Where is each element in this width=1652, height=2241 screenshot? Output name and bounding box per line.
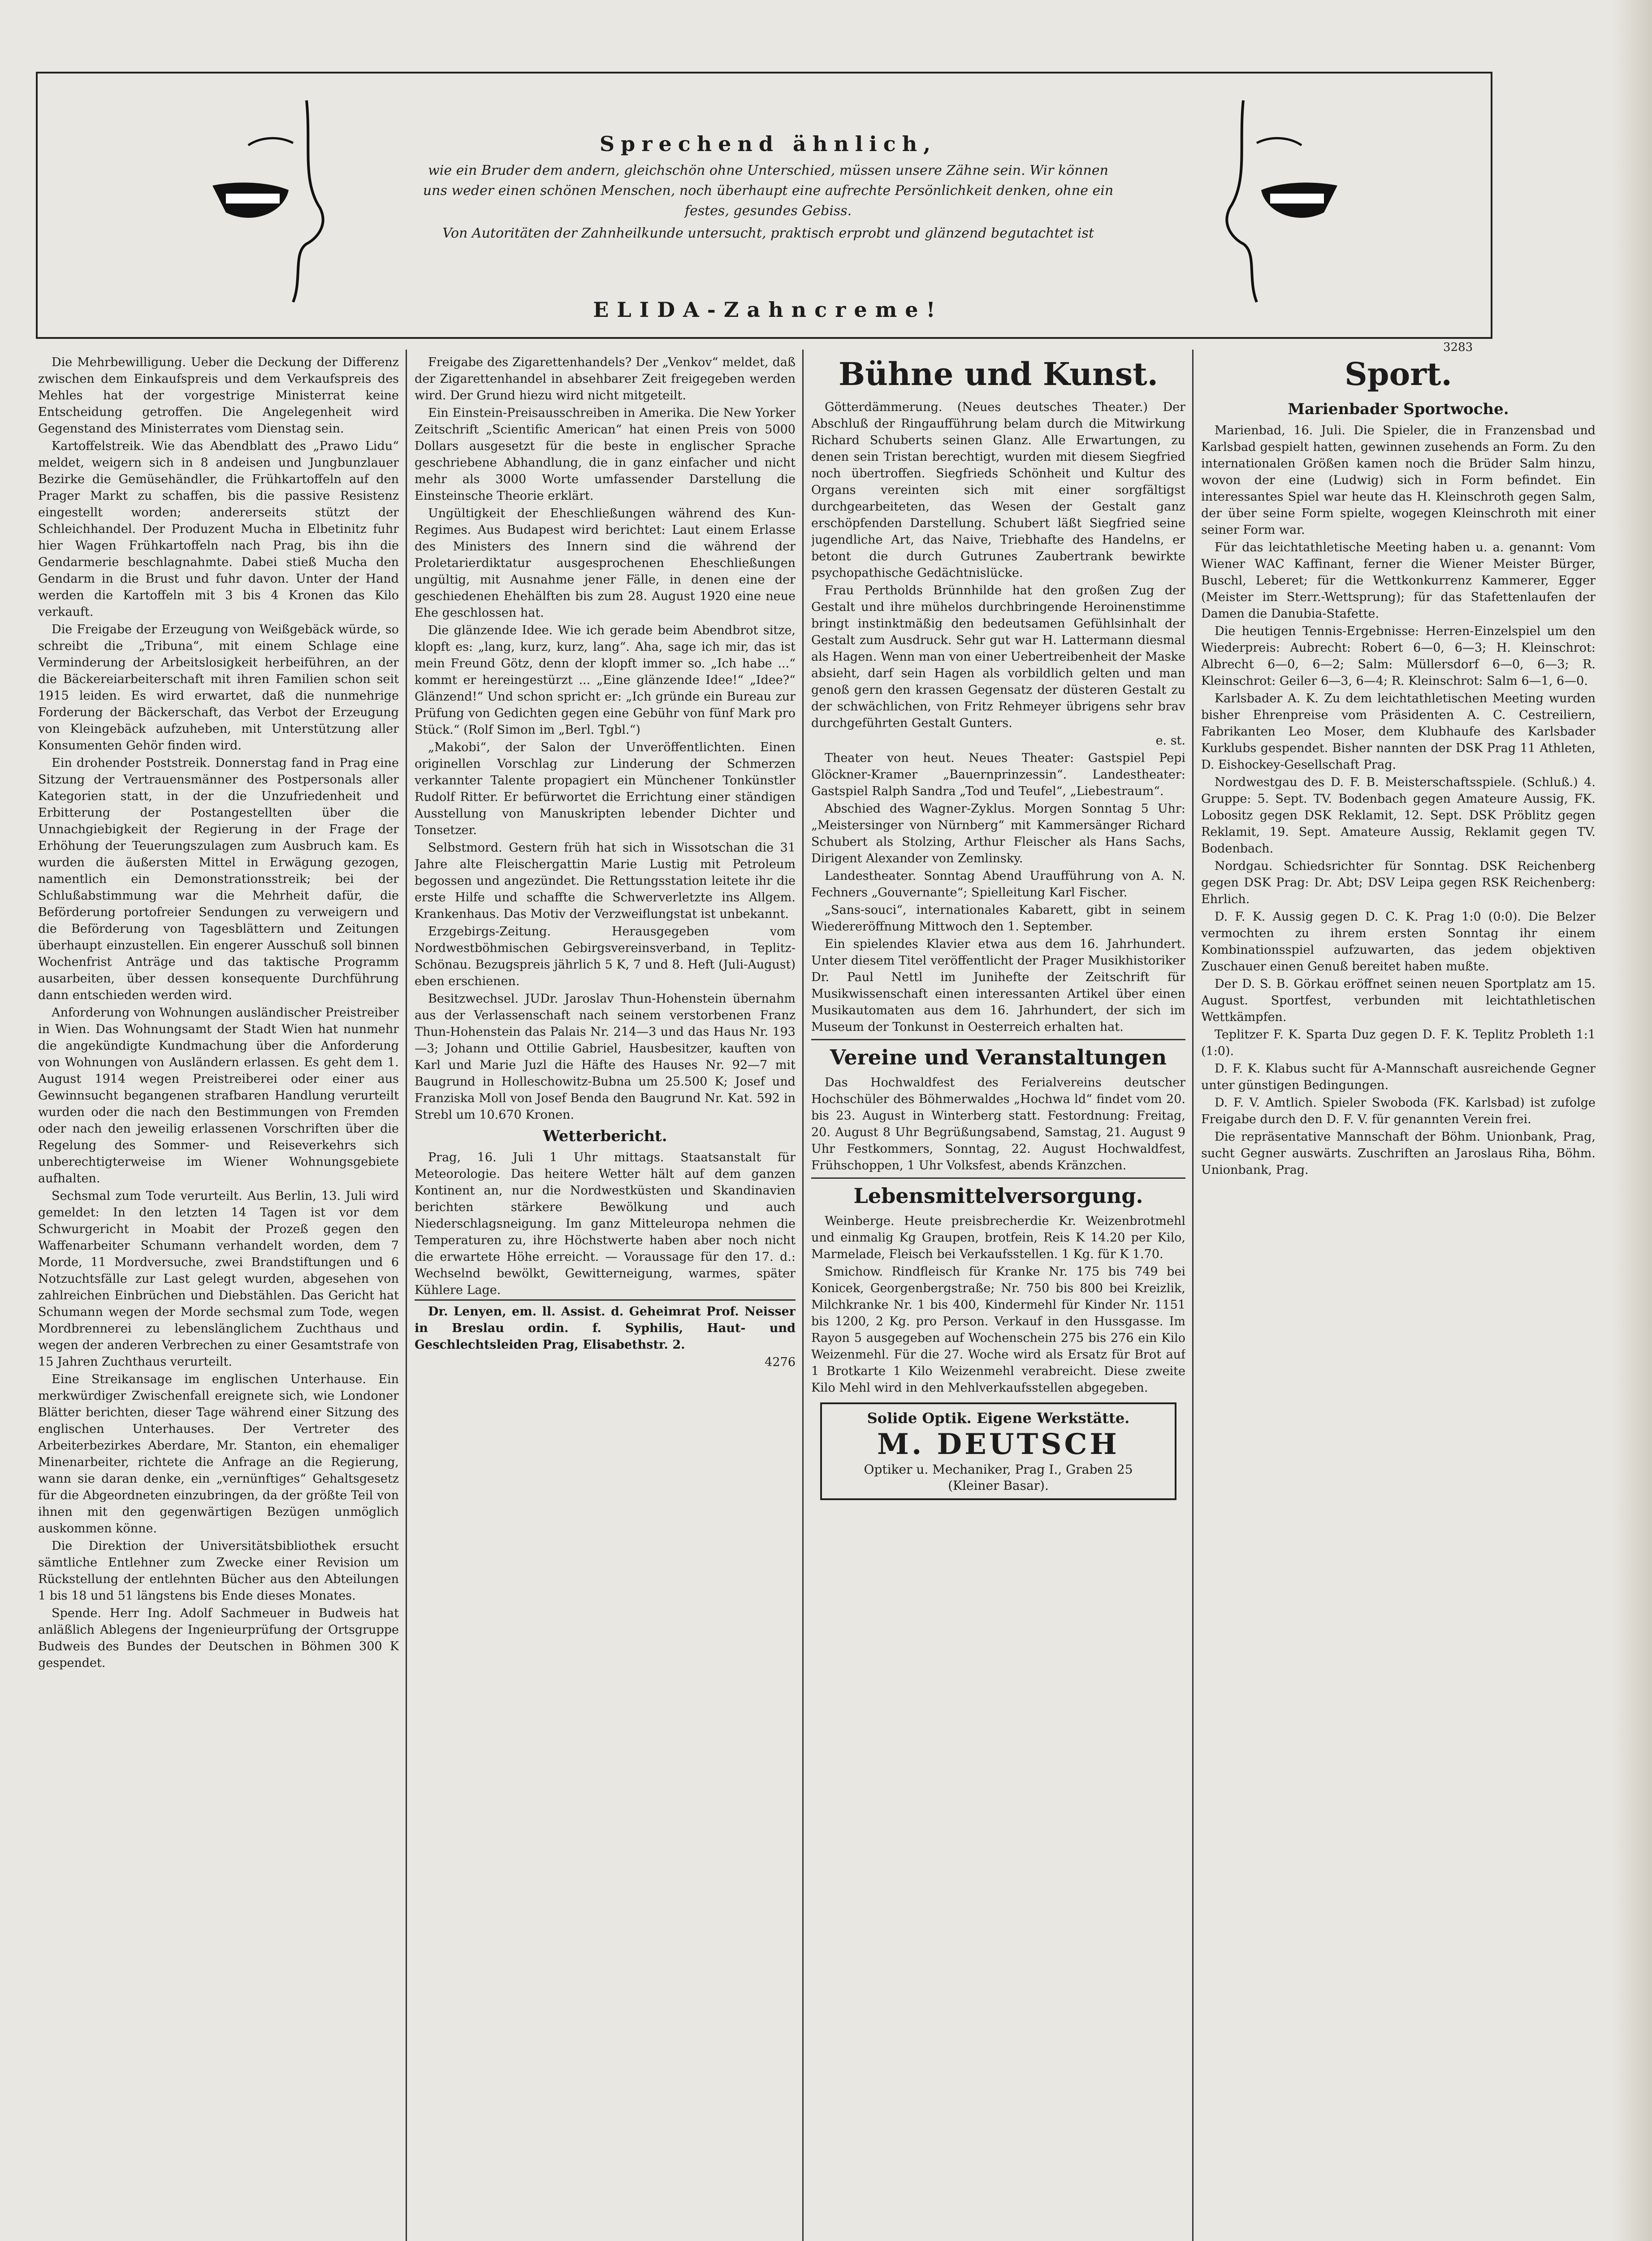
article: Der D. S. B. Görkau eröffnet seinen neuen Sportplatz am 15. August. Sportfest, verbunden mit leichtathletischen Wettkämpfen. (1201, 977, 1596, 1024)
scan-edge (1612, 0, 1652, 2241)
column-stage-and-art (811, 354, 1185, 2241)
article: Die Freigabe der Erzeugung von Weißgebäck würde, so schreibt die „Tribuna“, mit einem Schlage eine Verminderung der Arbeitslosigkeit herbeiführen, an der die Bäckereiarbeiterschaft mit ihren Familien schon seit 1915 leiden. Es wird erwartet, daß die nunmehrige Forderung der Bäckerschaft, das Verbot der Erzeugung von Kleingebäck aufzuheben, mit Unterstützung aller Konsumenten Gehör finden wird. (38, 623, 399, 753)
article: Die heutigen Tennis-Ergebnisse: Herren-Einzelspiel um den Wiederpreis: Aubrecht: Robert 6—0, 6—3; H. Kleinschrot: Albrecht 6—0, 6—2; Salm: Müllersdorf 6—0, 6—3; R. Kleinschrot: Geiler 6—3, 6—4; R. Kleinschrot: Salm 6—1, 6—0. (1201, 624, 1596, 688)
article: Ungültigkeit der Eheschließungen während des Kun-Regimes. Aus Budapest wird berichtet: Laut einem Erlasse des Ministers des Innern sind die während der Proletarierdiktatur ausgesprochenen Eheschließungen ungültig, mit Ausnahme jener Fälle, in denen eine der geschiedenen Ehehälften bis zum 28. August 1920 eine neue Ehe geschlossen hat. (415, 506, 796, 620)
section-title: Vereine und Veranstaltungen (811, 1039, 1185, 1071)
column-miscellany (415, 354, 796, 2241)
article: Landestheater. Sonntag Abend Uraufführung von A. N. Fechners „Gouvernante“; Spielleitung Karl Fischer. (811, 869, 1185, 900)
ad-code: 4276 (765, 1355, 796, 1369)
article: D. F. V. Amtlich. Spieler Swoboda (FK. Karlsbad) ist zufolge Freigabe durch den D. F. V. für genannten Verein frei. (1201, 1096, 1596, 1126)
article: Die repräsentative Mannschaft der Böhm. Unionbank, Prag, sucht Gegner auswärts. Zuschriften an Jaroslaus Riha, Böhm. Unionbank, Prag. (1201, 1130, 1596, 1177)
article: Smichow. Rindfleisch für Kranke Nr. 175 bis 749 bei Konicek, Georgenbergstraße; Nr. 750 bis 800 bei Kreizlik, Milchkranke Nr. 1 bis 400, Kindermehl für Kinder Nr. 1151 bis 1200, 2 Kg. pro Person. Verkauf in den Hussgasse. Im Rayon 5 ausgegeben auf Wochenschein 275 bis 276 ein Kilo Weizenmehl. Für die 27. Woche wird als Ersatz für Brot auf 1 Brotkarte 1 Kilo Weizenmehl verabreicht. Diese zweite Kilo Mehl wird in den Mehlverkaufsstellen abgegeben. (811, 1265, 1185, 1395)
ad-text-line: festes, gesundes Gebiss. (684, 203, 852, 219)
weather-heading: Wetterbericht. (543, 1127, 667, 1145)
article: „Sans-souci“, internationales Kabarett, gibt in seinem Wiedereröffnung Mittwoch den 1. September. (811, 903, 1185, 934)
article: Eine Streikansage im englischen Unterhause. Ein merkwürdiger Zwischenfall ereignete sich, wie Londoner Blätter berichten, dieser Tage während einer Sitzung des englischen Unterhauses. Der Vertreter des Arbeiterbezirkes Aberdare, Mr. Stanton, ein ehemaliger Minenarbeiter, richtete die Anfrage an die Regierung, wann sie daran denke, ein „vernünftiges“ Gehaltsgesetz für die Abgeordneten einzubringen, da der größte Teil von ihnen mit den gegenwärtigen Bezügen unmöglich auskommen könne. (38, 1372, 399, 1536)
left-face-illustration (159, 91, 374, 324)
article: Nordwestgau des D. F. B. Meisterschaftsspiele. (Schluß.) 4. Gruppe: 5. Sept. TV. Bodenbach gegen Amateure Aussig, FK. Lobositz gegen DSK Reklamit, 12. Sept. DSK Pröblitz gegen Reklamit, 19. Sept. Amateure Aussig, Reklamit gegen TV. Bodenbach. (1201, 775, 1596, 856)
section-subtitle: Marienbader Sportwoche. (1288, 400, 1509, 418)
ad-brand: ELIDA-Zahncreme! (593, 298, 943, 322)
article: Spende. Herr Ing. Adolf Sachmeuer in Budweis hat anläßlich Ablegens der Ingenieurprüfung der Ortsgruppe Budweis des Bundes der Deutschen in Böhmen 300 K gespendet. (38, 1606, 399, 1670)
ad-title: Sprechend ähnlich, (599, 132, 937, 156)
article: Selbstmord. Gestern früh hat sich in Wissotschan die 31 Jahre alte Fleischergattin Marie Lustig mit Petroleum begossen und angezündet. Die Rettungsstation leitete ihr die erste Hilfe und schaffte die Schwerverletzte ins Allgem. Krankenhaus. Das Motiv der Verzweiflungstat ist unbekannt. (415, 841, 796, 921)
section-title: Lebensmittelversorgung. (811, 1177, 1185, 1209)
article: Anforderung von Wohnungen ausländischer Preistreiber in Wien. Das Wohnungsamt der Stadt Wien hat nunmehr die angekündigte Kundmachung über die Anforderung von Wohnungen von Ausländern erlassen. Es geht dem 1. August 1914 wegen Preistreiberei oder einer aus Gewinnsucht begangenen strafbaren Handlung verurteilt wurden oder die nach den Bestimmungen von Fremden oder nach den jeweilig erlassenen Vorschriften über die Regelung des Sommer- und Reiseverkehrs sich unberechtigterweise im Wiener Wohnungsgebiete aufhalten. (38, 1006, 399, 1185)
article: Für das leichtathletische Meeting haben u. a. genannt: Vom Wiener WAC Kaffinant, ferner die Wiener Meister Bürger, Buschl, Leberet; für die Wettkonkurrenz Kammerer, Egger (Meister im Sterr.-Wettsprung); für das Stafettenlaufen der Damen die Danubia-Stafette. (1201, 541, 1596, 621)
article: Teplitzer F. K. Sparta Duz gegen D. F. K. Teplitz Probleth 1:1 (1:0). (1201, 1028, 1596, 1058)
article: Besitzwechsel. JUDr. Jaroslav Thun-Hohenstein übernahm aus der Verlassenschaft nach seinem verstorbenen Franz Thun-Hohenstein das Palais Nr. 214—3 und das Haus Nr. 193—3; Johann und Ottilie Gabriel, Hausbesitzer, kauften von Karl und Marie Juzl die Häfte des Hauses Nr. 92—7 mit Baugrund in Holleschowitz-Bubna um 25.500 K; Josef und Franziska Moll von Josef Benda den Baugrund Nr. Kat. 592 in Strebl um 10.670 Kronen. (415, 992, 796, 1122)
ad-text-line: wie ein Bruder dem andern, gleichschön ohne Unterschied, müssen unsere Zähne sein. Wir können (428, 163, 1108, 178)
article: Erzgebirgs-Zeitung. Herausgegeben vom Nordwestböhmischen Gebirgsvereinsverband, in Teplitz-Schönau. Bezugspreis jährlich 5 K, 7 und 8. Heft (Juli-August) eben erschienen. (415, 925, 796, 988)
article: Ein spielendes Klavier etwa aus dem 16. Jahrhundert. Unter diesem Titel veröffentlicht der Prager Musikhistoriker Dr. Paul Nettl im Junihefte der Zeitschrift für Musikwissenschaft einen interessanten Artikel über einen Musikautomaten aus dem 16. Jahrhundert, der sich im Museum der Tonkunst in Oesterreich erhalten hat. (811, 937, 1185, 1034)
article: Freigabe des Zigarettenhandels? Der „Venkov“ meldet, daß der Zigarettenhandel in absehbarer Zeit freigegeben werden wird. Der Grund hiezu wird nicht mitgeteilt. (415, 355, 796, 402)
column-rule (802, 350, 804, 2241)
ad-tagline: Solide Optik. Eigene Werkstätte. (867, 1410, 1130, 1427)
section-title: Bühne und Kunst. (838, 355, 1159, 393)
article: Die Mehrbewilligung. Ueber die Deckung der Differenz zwischen dem Einkaufspreis und dem Verkaufspreis des Mehles hat der vorgestrige Ministerrat keine Entscheidung getroffen. Die Angelegenheit wird Gegenstand des Ministerrates vom Dienstag sein. (38, 355, 399, 436)
optician-advertisement (820, 1402, 1176, 1500)
column-rule (1192, 350, 1194, 2241)
ad-address-note: (Kleiner Basar). (948, 1478, 1049, 1493)
weather-report: Prag, 16. Juli 1 Uhr mittags. Staatsanstalt für Meteorologie. Das heitere Wetter hält auf dem ganzen Kontinent an, nur die Nordwestküsten und Skandinavien berichten stärkere Bewölkung und auch Niederschlagsneigung. Im ganz Mitteleuropa nehmen die Temperaturen zu, ihre Höchstwerte haben aber noch nicht die erwartete Höhe erreicht. — Voraussage für den 17. d.: Wechselnd bewölkt, Gewitterneigung, warmes, später Kühlere Lage. (415, 1151, 796, 1297)
article: Das Hochwaldfest des Ferialvereins deutscher Hochschüler des Böhmerwaldes „Hochwa ld“ findet vom 20. bis 23. August in Winterberg statt. Festordnung: Freitag, 20. August 8 Uhr Begrüßungsabend, Samstag, 21. August 9 Uhr Festkommers, Sonntag, 22. August Hochwaldfest, Frühschoppen, 1 Uhr Volksfest, abends Kränzchen. (811, 1076, 1185, 1172)
ad-address: Optiker u. Mechaniker, Prag I., Graben 25 (864, 1462, 1133, 1477)
article: D. F. K. Aussig gegen D. C. K. Prag 1:0 (0:0). Die Belzer vermochten zu ihrem ersten Sonntag ihr einem Kombinationsspiel aufzuwarten, das jedem objektiven Zuschauer einen Genuß bereitet haben mußte. (1201, 910, 1596, 973)
article: D. F. K. Klabus sucht für A-Mannschaft ausreichende Gegner unter günstigen Bedingungen. (1201, 1062, 1596, 1092)
column-local-news (38, 354, 399, 2241)
article: Die glänzende Idee. Wie ich gerade beim Abendbrot sitze, klopft es: „lang, kurz, kurz, lang“. Aha, sage ich mir, das ist mein Freund Götz, denn der klopft immer so. „Ich habe ...“ kommt er hereingestürzt ... „Eine glänzende Idee!“ „Idee?“ Glänzend!“ Und schon spricht er: „Ich gründe ein Bureau zur Prüfung von Gedichten gegen eine Gebühr von fünf Mark pro Stück.“ (Rolf Simon im „Berl. Tgbl.“) (415, 623, 796, 737)
ad-code: 3283 (1443, 341, 1473, 354)
ad-brand: M. DEUTSCH (877, 1428, 1120, 1461)
medical-ad: Dr. Lenyen, em. ll. Assist. d. Geheimrat Prof. Neisser in Breslau ordin. f. Syphilis, Haut- und Geschlechtsleiden Prag, Elisabethstr. 2. (415, 1299, 796, 1353)
article: Marienbad, 16. Juli. Die Spieler, die in Franzensbad und Karlsbad gespielt hatten, gewinnen zusehends an Form. Zu den internationalen Größen kamen noch die Brüder Salm hinzu, wovon der eine (Ludwig) sich in Form befindet. Ein interessantes Spiel war heute das H. Kleinschroth gegen Salm, der über seine Form spielte, wogegen Kleinschroth mit einer seiner Form war. (1201, 424, 1596, 537)
right-face-illustration (1176, 91, 1391, 324)
article: Theater von heut. Neues Theater: Gastspiel Pepi Glöckner-Kramer „Bauernprinzessin“. Landestheater: Gastspiel Ralph Sandra „Tod und Teufel“, „Liebestraum“. (811, 751, 1185, 798)
article: Sechsmal zum Tode verurteilt. Aus Berlin, 13. Juli wird gemeldet: In den letzten 14 Tagen ist vor dem Schwurgericht in Moabit der Prozeß gegen den Waffenarbeiter Schumann verhandelt worden, dem 7 Morde, 11 Mordversuche, zwei Brandstiftungen und 6 Notzuchtsfälle zur Last gelegt wurden, abgesehen von zahlreichen Einbrüchen und Diebstählen. Das Gericht hat Schumann wegen der Morde sechsmal zum Tode, wegen Mordbrennerei zu lebenslänglichem Zuchthaus und wegen der anderen Verbrechen zu einer Gesamtstrafe von 15 Jahren Zuchthaus verurteilt. (38, 1189, 399, 1369)
ad-text-line: uns weder einen schönen Menschen, noch überhaupt eine aufrechte Persönlichkeit denken, ohne ein (423, 183, 1114, 199)
article: Ein drohender Poststreik. Donnerstag fand in Prag eine Sitzung der Vertrauensmänner des Postpersonals aller Kategorien statt, in der die Unzufriedenheit und Erbitterung der Postangestellten über die Unnachgiebigkeit der Regierung in der Frage der Erhöhung der Teuerungszulagen zum Ausbruch kam. Es wurden die äußersten Mittel in Erwägung gezogen, namentlich ein Demonstrationsstreik; bei der Schlußabstimmung war die Mehrheit dafür, die Beförderung portofreier Sendungen zu verweigern und die Beförderung von Tagesblättern und Zeitungen überhaupt einzustellen. Ein engerer Ausschuß soll binnen Wochenfrist Anträge und das taktische Programm ausarbeiten, über dessen konsequente Durchführung dann entschieden werden wird. (38, 756, 399, 1002)
signature: e. st. (1155, 734, 1185, 748)
article: Die Direktion der Universitätsbibliothek ersucht sämtliche Entlehner zum Zwecke einer Revision um Rückstellung der entlehnten Bücher aus den Abteilungen 1 bis 18 und 51 längstens bis Ende dieses Monates. (38, 1539, 399, 1603)
article: „Makobi“, der Salon der Unveröffentlichten. Einen originellen Vorschlag zur Linderung der Schmerzen verkannter Talente propagiert ein Münchener Tonkünstler Rudolf Ritter. Er befürwortet die Errichtung einer ständigen Ausstellung von Manuskripten lebender Dichter und Tonsetzer. (415, 740, 796, 837)
article: Frau Pertholds Brünnhilde hat den großen Zug der Gestalt und ihre mühelos durchbringende Heroinenstimme bringt instinktmäßig den bedeutsamen Gefühlsinhalt der Gestalt zum Ausdruck. Sehr gut war H. Lattermann diesmal als Hagen. Wenn man von einer Uebertreibenheit der Maske absieht, darf sein Hagen als vorbildlich gelten und man genoß gern den krassen Gegensatz der düsteren Gestalt zu der schwächlichen, von Fritz Rehmeyer übrigens sehr brav durchgeführten Gestalt Gunters. (811, 584, 1185, 730)
ad-text-line: Von Autoritäten der Zahnheilkunde untersucht, praktisch erprobt und glänzend begutachtet ist (442, 225, 1094, 241)
article: Ein Einstein-Preisausschreiben in Amerika. Die New Yorker Zeitschrift „Scientific American“ hat einen Preis von 5000 Dollars ausgesetzt für die beste in englischer Sprache geschriebene Abhandlung, die in ganz einfacher und nicht mehr als 3000 Worte umfassender Darstellung die Einsteinsche Theorie erklärt. (415, 406, 796, 503)
section-title: Sport. (1345, 355, 1452, 393)
article: Weinberge. Heute preisbrecherdie Kr. Weizenbrotmehl und einmalig Kg Graupen, brotfein, Reis K 14.20 per Kilo, Marmelade, Fleisch bei Verkaufsstellen. 1 Kg. für K 1.70. (811, 1214, 1185, 1261)
article: Götterdämmerung. (Neues deutsches Theater.) Der Abschluß der Ringaufführung belam durch die Mitwirkung Richard Schuberts seinen Glanz. Alle Erwartungen, zu denen sein Tristan berechtigt, wurden mit diesem Siegfried noch übertroffen. Siegfrieds Schönheit und Kultur des Organs vereinten sich mit einer sorgfältigst durchgearbeiteten, das Wesen der Gestalt ganz erschöpfenden Darstellung. Schubert läßt Siegfried seine jugendliche Art, das Naive, Triebhafte des Handelns, er betont die durch Gutrunes Zaubertrank bewirkte psychopathische Gedächtnislücke. (811, 400, 1185, 580)
article: Kartoffelstreik. Wie das Abendblatt des „Prawo Lidu“ meldet, weigern sich in 8 andeisen und Jungbunzlauer Bezirke die Gemüsehändler, die Frühkartoffeln auf den Prager Markt zu schaffen, bis die passive Resistenz eingestellt worden; andererseits stützt der Schleichhandel. Der Produzent Mucha in Elbetinitz fuhr hier Wagen Frühkartoffeln nach Prag, bis ihn die Gendarmerie beschlagnahmte. Dabei stieß Mucha den Gendarm in die Brust und fuhr davon. Unter der Hand werden die Kartoffeln mit 3 bis 4 Kronen das Kilo verkauft. (38, 439, 399, 619)
column-sport (1201, 354, 1596, 2241)
article: Nordgau. Schiedsrichter für Sonntag. DSK Reichenberg gegen DSK Prag: Dr. Abt; DSV Leipa gegen RSK Reichenberg: Ehrlich. (1201, 859, 1596, 906)
column-rule (406, 350, 407, 2241)
article: Abschied des Wagner-Zyklus. Morgen Sonntag 5 Uhr: „Meistersinger von Nürnberg“ mit Kammersänger Richard Schubert als Stolzing, Arthur Fleischer als Hans Sachs, Dirigent Alexander von Zemlinsky. (811, 802, 1185, 865)
article: Karlsbader A. K. Zu dem leichtathletischen Meeting wurden bisher Ehrenpreise vom Präsidenten A. C. Cestreiliern, Fabrikanten Leo Moser, dem Klubhaufe des Karlsbader Kurklubs gespendet. Bisher nannten der DSK Prag 11 Athleten, D. Eishockey-Gesellschaft Prag. (1201, 692, 1596, 772)
elida-advertisement (36, 72, 1492, 339)
